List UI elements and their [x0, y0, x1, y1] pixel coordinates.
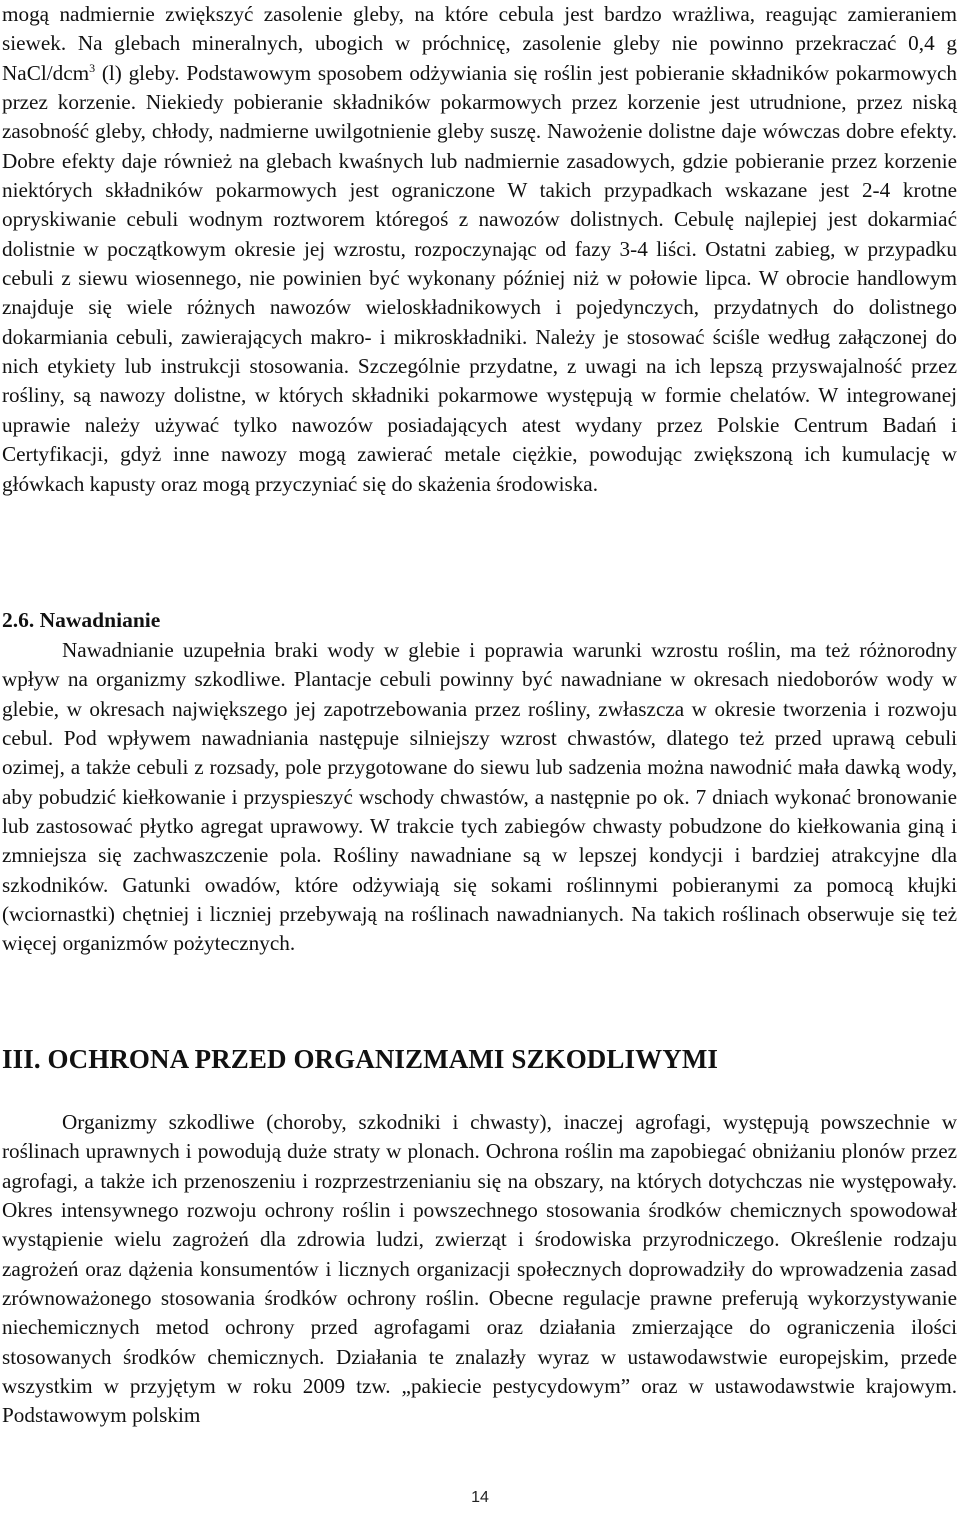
paragraph-fertilization [0, 0, 960, 499]
section-title: Nawadnianie [39, 608, 161, 632]
section-heading-2-6 [2, 606, 160, 635]
paragraph-irrigation [0, 636, 960, 959]
paragraph-text: mogą nadmiernie zwiększyć zasolenie gleby, na które cebula jest bardzo wrażliwa, reagując zamieraniem siewek. Na glebach mineralnych, ubogich w próchnicę, zasolenie gleby nie powinno przekraczać 0,4 g NaCl/dcm [2, 2, 957, 85]
paragraph-pest-protection [0, 1108, 960, 1431]
paragraph-text: Nawadnianie uzupełnia braki wody w glebie i poprawia warunki wzrostu roślin, ma też różnorodny wpływ na organizmy szkodliwe. Plantacje cebuli powinny być nawadniane w okresach niedoborów wody w glebie, w okresach największego jej zapotrzebowania przez rośliny, zwłaszcza w okresie tworzenia i rozwoju cebul. Pod wpływem nawadniania następuje silniejszy wzrost chwastów, dlatego też przed uprawą cebuli ozimej, a także cebuli z rozsady, pole przygotowane do siewu lub sadzenia można nawodnić mała dawką wody, aby pobudzić kiełkowanie i przyspieszyć wschody chwastów, a następnie po ok. 7 dniach wykonać bronowanie lub zastosować płytko agregat uprawowy. W trakcie tych zabiegów chwasty pobudzone do kiełkowania giną i zmniejsza się zachwaszczenie pola. Rośliny nawadniane są w lepszej kondycji i bardziej atrakcyjne dla szkodników. Gatunki owadów, które odżywiają się sokami roślinnymi pobieranymi za pomocą kłujki (wciornastki) chętniej i liczniej przebywają na roślinach nawadnianych. Na takich roślinach obserwuje się też więcej organizmów pożytecznych. [2, 638, 957, 956]
section-number: 2.6. [2, 608, 35, 632]
chapter-heading: III. OCHRONA PRZED ORGANIZMAMI SZKODLIWYMI [2, 1044, 719, 1074]
paragraph-text: Organizmy szkodliwe (choroby, szkodniki i chwasty), inaczej agrofagi, występują powszechnie w roślinach uprawnych i powodują duże straty w plonach. Ochrona roślin ma zapobiegać obniżaniu plonów przez agrofagi, a także ich przenoszeniu i rozprzestrzenianiu się na obszary, na których dotychczas nie występowały. Okres intensywnego rozwoju ochrony roślin i powszechnego stosowania środków chemicznych spowodował wystąpienie wielu zagrożeń dla zdrowia ludzi, zwierząt i środowiska przyrodniczego. Określenie rodzaju zagrożeń oraz dążenia konsumentów i licznych organizacji społecznych doprowadziły do wprowadzenia zasad zrównoważonego stosowania środków ochrony roślin. Obecne regulacje prawne preferują wykorzystywanie niechemicznych metod ochrony przed agrofagami oraz działania zmierzające do ograniczenia ilości stosowanych środków chemicznych. Działania te znalazły wyraz w ustawodawstwie europejskim, przede wszystkim w przyjętym w roku 2009 tzw. „pakiecie pestycydowym” oraz w ustawodawstwie krajowym. Podstawowym polskim [2, 1110, 957, 1428]
superscript: 3 [89, 60, 96, 75]
page-number: 14 [471, 1489, 489, 1506]
paragraph-text-continued: (l) gleby. Podstawowym sposobem odżywiania się roślin jest pobieranie składników pokarmowych przez korzenie. Niekiedy pobieranie składników pokarmowych przez korzenie jest utrudnione, przez niską zasobność gleby, chłody, nadmierne uwilgotnienie gleby suszę. Nawożenie dolistne daje wówczas dobre efekty. Dobre efekty daje również na glebach kwaśnych lub nadmiernie zasadowych, gdzie pobieranie przez korzenie niektórych składników pokarmowych jest ograniczone W takich przypadkach wskazane jest 2-4 krotne opryskiwanie cebuli wodnym roztworem któregoś z nawozów dolistnych. Cebulę najlepiej jest dokarmiać dolistnie w początkowym okresie jej wzrostu, rozpoczynając od fazy 3-4 liści. Ostatni zabieg, w przypadku cebuli z siewu wiosennego, nie powinien być wykonany później niż w połowie lipca. W obrocie handlowym znajduje się wiele różnych nawozów wieloskładnikowych i pojedynczych, przydatnych do dolistnego dokarmiania cebuli, zawierających makro- i mikroskładniki. Należy je stosować ściśle według załączonej do nich etykiety lub instrukcji stosowania. Szczególnie przydatne, z uwagi na ich lepszą przyswajalność przez rośliny, są nawozy dolistne, w których składniki pokarmowe występują w formie chelatów. W integrowanej uprawie należy używać tylko nawozów posiadających atest wydany przez Polskie Centrum Badań i Certyfikacji, gdyż inne nawozy mogą zawierać metale ciężkie, powodując zwiększoną ich kumulację w główkach kapusty oraz mogą przyczyniać się do skażenia środowiska. [2, 60, 957, 496]
